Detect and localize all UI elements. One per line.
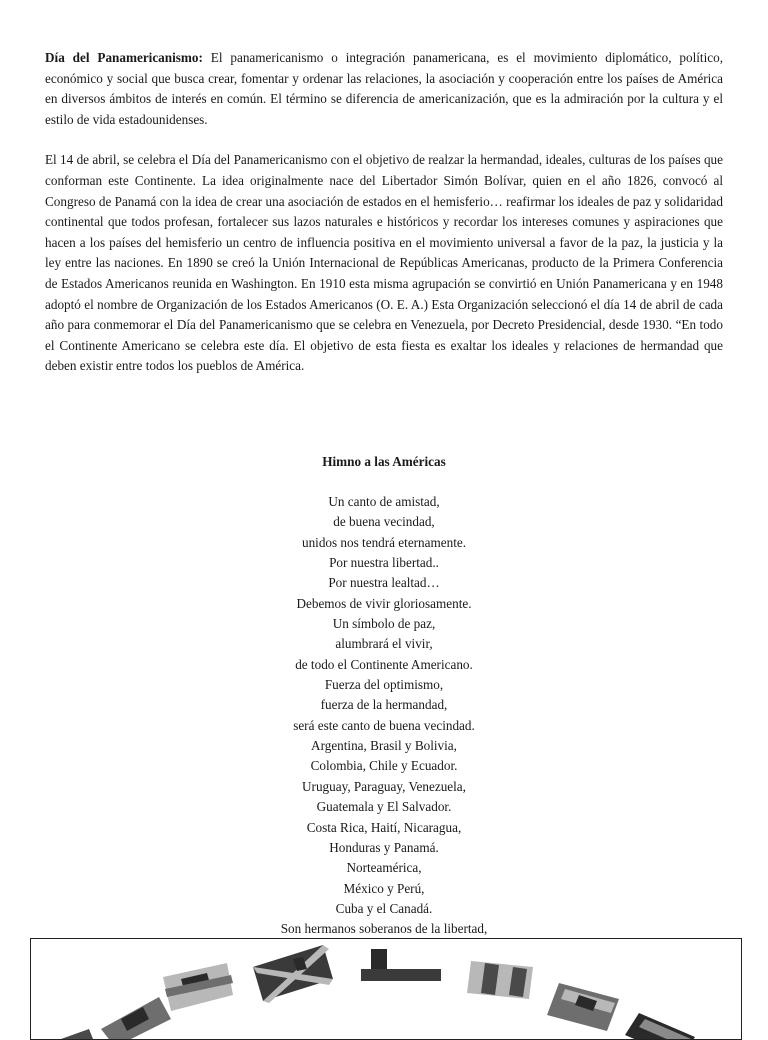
flags-of-the-americas-illustration [31, 939, 741, 1039]
poem-line: Argentina, Brasil y Bolivia, [311, 738, 457, 754]
poem-line: Por nuestra libertad.. [329, 555, 439, 571]
poem-line: Un canto de amistad, [328, 494, 440, 509]
poem-line: Colombia, Chile y Ecuador. [310, 758, 458, 774]
poem-line: Un símbolo de paz, [332, 616, 436, 632]
intro-heading: Día del Panamericanismo: [45, 50, 203, 65]
poem-line: Cuba y el Canadá. [335, 900, 433, 916]
flag-right-1 [467, 961, 533, 999]
intro-paragraph [45, 48, 723, 130]
poem-line: de buena vecindad, [333, 514, 435, 530]
poem-line: Son hermanos soberanos de la libertad, [280, 921, 488, 937]
poem-line: de todo el Continente Americano. [295, 656, 473, 672]
flag-left-edge [61, 1029, 93, 1039]
flag-right-3 [625, 1013, 695, 1039]
poem-title: Himno a las Américas [322, 454, 446, 469]
poem-line: Debemos de vivir gloriosamente. [296, 595, 472, 611]
poem-line: fuerza de la hermandad, [320, 697, 448, 713]
document-body [45, 48, 723, 377]
poem-line: será este canto de buena vecindad. [293, 717, 475, 733]
flag-left-2 [163, 963, 233, 1011]
poem-line: Honduras y Panamá. [329, 839, 439, 855]
flags-image-frame [30, 938, 742, 1040]
poem-line: Por nuestra lealtad… [328, 575, 440, 591]
poem-line: alumbrará el vivir, [335, 636, 433, 652]
poem-lines [0, 492, 768, 940]
flag-center [361, 949, 441, 981]
poem-line: Costa Rica, Haití, Nicaragua, [306, 819, 462, 835]
history-paragraph: El 14 de abril, se celebra el Día del Panamericanismo con el objetivo de realzar la hermandad, ideales, culturas de los países que conforman este Continente. La idea originalmente nace del Libertador Simón Bolívar, quien en el año 1826, convocó al Congreso de Panamá con la idea de crear una asociación de estados en el hemisferio… reafirmar los ideales de paz y solidaridad continental que todos profesan, fortalecer sus lazos naturales e históricos y recordar los intereses comunes y aspiraciones que hacen a los países del hemisferio un centro de influencia positiva en el movimiento universal a favor de la paz, la justicia y la ley entre las naciones. En 1890 se creó la Unión Internacional de Repúblicas Americanas, producto de la Primera Conferencia de Estados Americanos reunida en Washington. En 1910 esta misma agrupación se convirtió en Unión Panamericana y en 1948 adoptó el nombre de Organización de los Estados Americanos (O. E. A.) Esta Organización seleccionó el día 14 de abril de cada año para conmemorar el Día del Panamericanismo que se celebra en Venezuela, por Decreto Presidencial, desde 1930. “En todo el Continente Americano se celebra este día. El objetivo de esta fiesta es exaltar los ideales y relaciones de hermandad que deben existir entre todos los pueblos de América. [45, 152, 723, 374]
flag-left-1 [101, 997, 171, 1039]
poem-line: México y Perú, [343, 880, 425, 896]
poem-line: Guatemala y El Salvador. [316, 799, 452, 815]
poem-line: unidos nos tendrá eternamente. [301, 534, 467, 550]
intro-text: El panamericanismo o integración panamericana, es el movimiento diplomático, político, económico y social que busca crear, fomentar y ordenar las relaciones, la asociación y cooperación entre los países de América en diversos ámbitos de interés en común. El término se diferencia de americanización, que es la admiración por la cultura y el estilo de vida estadounidenses. [45, 50, 723, 127]
poem-line: Fuerza del optimismo, [324, 677, 444, 693]
flag-jamaica [253, 945, 333, 1003]
poem-line: Norteamérica, [346, 860, 422, 876]
poem-section [0, 452, 768, 940]
poem-line: Uruguay, Paraguay, Venezuela, [302, 778, 466, 794]
